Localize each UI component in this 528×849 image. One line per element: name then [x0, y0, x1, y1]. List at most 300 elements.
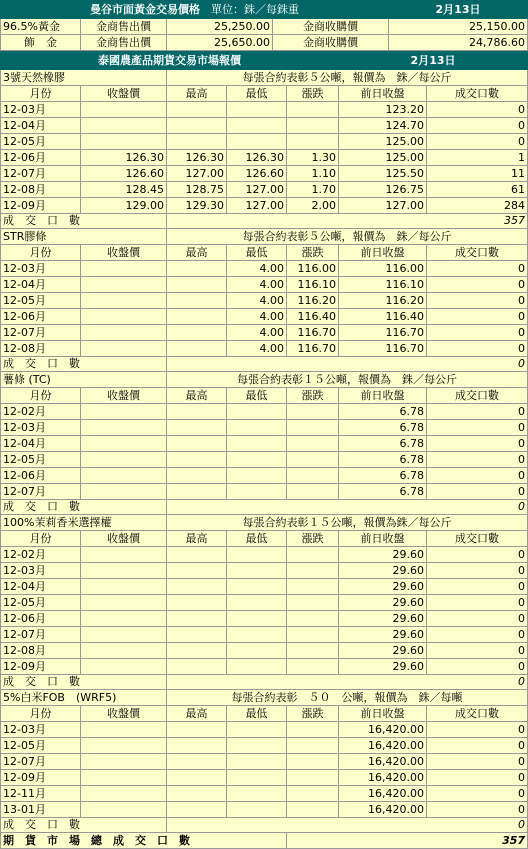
table-cell	[81, 579, 167, 595]
table-cell	[167, 452, 227, 468]
column-header: 成交口數	[427, 245, 528, 261]
table-cell	[167, 738, 227, 754]
table-cell	[167, 627, 227, 643]
table-cell	[227, 611, 287, 627]
table-cell: 12-07月	[1, 484, 81, 500]
table-cell	[287, 611, 339, 627]
gold-buy-price: 25,150.00	[389, 19, 528, 35]
table-cell: 12-05月	[1, 738, 81, 754]
column-header-row	[1, 388, 528, 404]
column-header: 最高	[167, 86, 227, 102]
table-cell: 0	[427, 436, 528, 452]
section-total-label: 成 交 口 數	[1, 500, 167, 515]
column-header: 成交口數	[427, 706, 528, 722]
table-cell: 116.40	[287, 309, 339, 325]
table-cell	[167, 261, 227, 277]
table-cell	[167, 754, 227, 770]
table-cell	[167, 118, 227, 134]
table-cell: 124.70	[339, 118, 427, 134]
table-cell	[167, 579, 227, 595]
table-cell: 1.70	[287, 182, 339, 198]
table-cell	[81, 293, 167, 309]
table-cell	[227, 118, 287, 134]
table-row	[1, 182, 528, 198]
column-header: 最低	[227, 388, 287, 404]
section-total-row	[1, 357, 528, 372]
gold-title-cell	[1, 1, 389, 19]
table-row	[1, 452, 528, 468]
column-header: 月份	[1, 245, 81, 261]
section-name: STR膠條	[1, 229, 167, 245]
table-cell	[287, 102, 339, 118]
table-cell: 127.00	[339, 198, 427, 214]
table-cell	[167, 786, 227, 802]
table-cell: 4.00	[227, 325, 287, 341]
table-cell	[287, 802, 339, 818]
column-header: 前日收盤	[339, 706, 427, 722]
table-cell: 4.00	[227, 341, 287, 357]
table-cell	[81, 770, 167, 786]
table-cell	[81, 722, 167, 738]
table-cell	[287, 754, 339, 770]
table-cell	[81, 452, 167, 468]
table-cell	[227, 722, 287, 738]
column-header: 月份	[1, 388, 81, 404]
table-cell	[287, 659, 339, 675]
column-header: 前日收盤	[339, 86, 427, 102]
table-cell: 12-08月	[1, 341, 81, 357]
section-total-row	[1, 500, 528, 515]
table-cell: 0	[427, 547, 528, 563]
column-header: 收盤價	[81, 245, 167, 261]
table-row	[1, 579, 528, 595]
section-total-value: 0	[167, 500, 528, 515]
table-cell	[287, 404, 339, 420]
column-header: 成交口數	[427, 531, 528, 547]
table-cell: 4.00	[227, 293, 287, 309]
column-header: 漲跌	[287, 706, 339, 722]
table-cell: 6.78	[339, 436, 427, 452]
column-header: 漲跌	[287, 86, 339, 102]
table-cell	[287, 738, 339, 754]
table-cell: 0	[427, 118, 528, 134]
table-cell	[227, 452, 287, 468]
table-row	[1, 293, 528, 309]
table-cell: 11	[427, 166, 528, 182]
table-cell	[167, 325, 227, 341]
table-cell: 0	[427, 786, 528, 802]
table-cell: 12-05月	[1, 595, 81, 611]
table-cell: 12-02月	[1, 404, 81, 420]
section-contract: 每張合約表彰５公噸，報價為 銖／每公斤	[167, 70, 528, 86]
table-cell: 0	[427, 722, 528, 738]
table-cell: 12-06月	[1, 468, 81, 484]
column-header: 最高	[167, 388, 227, 404]
table-cell	[167, 420, 227, 436]
table-cell	[167, 659, 227, 675]
table-cell: 0	[427, 611, 528, 627]
column-header: 漲跌	[287, 388, 339, 404]
table-cell: 116.10	[339, 277, 427, 293]
table-cell	[81, 738, 167, 754]
table-cell	[287, 627, 339, 643]
table-cell	[227, 436, 287, 452]
table-cell	[287, 436, 339, 452]
table-cell	[167, 341, 227, 357]
table-cell: 12-07月	[1, 166, 81, 182]
futures-header	[1, 52, 528, 70]
table-cell	[81, 802, 167, 818]
table-cell	[287, 420, 339, 436]
table-cell: 12-09月	[1, 770, 81, 786]
section-name: 5%白米FOB (WRF5)	[1, 690, 167, 706]
table-cell	[287, 563, 339, 579]
section-header	[1, 70, 528, 86]
table-cell	[81, 277, 167, 293]
column-header: 前日收盤	[339, 245, 427, 261]
column-header: 月份	[1, 706, 81, 722]
table-row	[1, 754, 528, 770]
table-cell	[287, 547, 339, 563]
column-header: 收盤價	[81, 531, 167, 547]
table-row	[1, 134, 528, 150]
section-total-label: 成 交 口 數	[1, 214, 167, 229]
column-header: 最低	[227, 245, 287, 261]
table-cell: 0	[427, 261, 528, 277]
column-header: 月份	[1, 86, 81, 102]
grand-total-value: 357	[287, 833, 528, 849]
table-cell: 4.00	[227, 309, 287, 325]
table-cell: 116.20	[339, 293, 427, 309]
table-cell: 116.00	[339, 261, 427, 277]
table-cell	[81, 118, 167, 134]
table-row	[1, 738, 528, 754]
table-cell	[167, 595, 227, 611]
grand-total-row	[1, 833, 528, 849]
table-cell: 12-02月	[1, 547, 81, 563]
table-cell: 0	[427, 595, 528, 611]
table-cell: 116.20	[287, 293, 339, 309]
table-cell	[287, 118, 339, 134]
table-cell	[81, 786, 167, 802]
table-cell	[167, 277, 227, 293]
table-cell: 0	[427, 134, 528, 150]
gold-date: 2月13日	[389, 1, 528, 19]
futures-table	[0, 51, 528, 849]
table-cell	[81, 134, 167, 150]
table-cell	[81, 261, 167, 277]
table-cell	[227, 786, 287, 802]
table-cell	[287, 786, 339, 802]
table-cell	[287, 579, 339, 595]
table-cell: 29.60	[339, 547, 427, 563]
section-total-row	[1, 818, 528, 833]
table-cell: 116.70	[339, 341, 427, 357]
table-row	[1, 341, 528, 357]
table-cell: 116.00	[287, 261, 339, 277]
table-cell: 29.60	[339, 579, 427, 595]
gold-name: 96.5%黃金	[1, 19, 81, 35]
table-cell: 12-09月	[1, 198, 81, 214]
table-row	[1, 802, 528, 818]
table-cell	[81, 611, 167, 627]
table-cell: 12-04月	[1, 579, 81, 595]
table-row	[1, 659, 528, 675]
table-cell: 0	[427, 563, 528, 579]
section-name: 3號天然橡膠	[1, 70, 167, 86]
table-row	[1, 468, 528, 484]
table-cell: 29.60	[339, 627, 427, 643]
table-cell	[81, 627, 167, 643]
gold-buy-label: 金商收購價	[273, 35, 389, 51]
table-row	[1, 198, 528, 214]
table-cell	[167, 484, 227, 500]
table-cell: 16,420.00	[339, 802, 427, 818]
table-cell: 129.00	[81, 198, 167, 214]
table-cell: 6.78	[339, 484, 427, 500]
table-cell: 0	[427, 468, 528, 484]
table-cell: 6.78	[339, 468, 427, 484]
table-cell	[167, 436, 227, 452]
table-cell: 0	[427, 452, 528, 468]
gold-row	[1, 35, 528, 51]
table-cell	[81, 341, 167, 357]
table-row	[1, 786, 528, 802]
table-cell: 12-08月	[1, 182, 81, 198]
section-total-row	[1, 675, 528, 690]
table-cell: 1.10	[287, 166, 339, 182]
table-cell: 12-06月	[1, 150, 81, 166]
column-header: 收盤價	[81, 706, 167, 722]
column-header-row	[1, 245, 528, 261]
table-cell: 16,420.00	[339, 770, 427, 786]
table-cell: 29.60	[339, 643, 427, 659]
table-cell: 126.75	[339, 182, 427, 198]
column-header-row	[1, 86, 528, 102]
section-header	[1, 229, 528, 245]
table-cell	[81, 420, 167, 436]
table-cell: 4.00	[227, 261, 287, 277]
table-cell	[81, 436, 167, 452]
table-cell	[227, 738, 287, 754]
gold-title: 曼谷市面黃金交易價格	[90, 2, 200, 16]
table-row	[1, 722, 528, 738]
table-cell: 12-03月	[1, 563, 81, 579]
column-header: 最高	[167, 245, 227, 261]
gold-row	[1, 19, 528, 35]
gold-unit: 單位：銖／每銖重	[211, 2, 299, 16]
section-total-label: 成 交 口 數	[1, 675, 167, 690]
table-cell	[167, 468, 227, 484]
table-cell: 128.75	[167, 182, 227, 198]
table-cell	[287, 770, 339, 786]
table-cell: 12-03月	[1, 722, 81, 738]
table-cell	[227, 579, 287, 595]
table-cell	[81, 595, 167, 611]
table-cell	[287, 468, 339, 484]
table-cell	[167, 309, 227, 325]
table-cell	[227, 563, 287, 579]
table-row	[1, 102, 528, 118]
table-row	[1, 547, 528, 563]
table-cell: 29.60	[339, 595, 427, 611]
table-cell: 128.45	[81, 182, 167, 198]
column-header: 最低	[227, 531, 287, 547]
table-cell	[81, 404, 167, 420]
grand-total-label: 期 貨 市 場 總 成 交 口 數	[1, 833, 287, 849]
section-contract: 每張合約表彰５公噸，報價為 銖／每公斤	[167, 229, 528, 245]
column-header: 最高	[167, 706, 227, 722]
table-cell: 29.60	[339, 563, 427, 579]
section-contract: 每張合約表彰１５公噸，報價為銖／每公斤	[167, 515, 528, 531]
gold-buy-label: 金商收購價	[273, 19, 389, 35]
table-cell	[167, 102, 227, 118]
table-cell: 126.30	[81, 150, 167, 166]
table-cell	[167, 802, 227, 818]
table-cell: 16,420.00	[339, 754, 427, 770]
section-total-value: 0	[167, 675, 528, 690]
table-cell: 12-05月	[1, 134, 81, 150]
section-header	[1, 690, 528, 706]
table-cell: 125.00	[339, 150, 427, 166]
table-cell: 12-03月	[1, 420, 81, 436]
table-cell	[81, 484, 167, 500]
table-cell: 4.00	[227, 277, 287, 293]
gold-sell-label: 金商售出價	[81, 19, 167, 35]
table-cell	[227, 754, 287, 770]
table-cell	[287, 722, 339, 738]
table-cell: 116.40	[339, 309, 427, 325]
table-cell	[167, 611, 227, 627]
table-cell: 0	[427, 325, 528, 341]
table-cell	[227, 420, 287, 436]
table-cell	[227, 802, 287, 818]
table-cell	[167, 293, 227, 309]
table-cell: 116.70	[339, 325, 427, 341]
section-contract: 每張合約表彰 ５０ 公噸，報價為 銖／每噸	[167, 690, 528, 706]
table-cell: 125.00	[339, 134, 427, 150]
section-header	[1, 515, 528, 531]
table-cell	[167, 404, 227, 420]
table-cell: 0	[427, 309, 528, 325]
column-header: 月份	[1, 531, 81, 547]
section-total-value: 0	[167, 357, 528, 372]
table-cell: 0	[427, 579, 528, 595]
table-row	[1, 611, 528, 627]
table-cell: 12-05月	[1, 452, 81, 468]
table-cell	[227, 643, 287, 659]
table-cell: 12-06月	[1, 309, 81, 325]
table-cell: 0	[427, 293, 528, 309]
table-cell: 6.78	[339, 404, 427, 420]
table-cell	[81, 643, 167, 659]
gold-sell-label: 金商售出價	[81, 35, 167, 51]
table-cell	[227, 134, 287, 150]
table-row	[1, 595, 528, 611]
table-cell	[287, 484, 339, 500]
table-cell	[227, 659, 287, 675]
table-cell: 0	[427, 659, 528, 675]
table-cell: 12-05月	[1, 293, 81, 309]
table-cell: 127.00	[227, 182, 287, 198]
table-cell: 0	[427, 802, 528, 818]
table-cell	[81, 563, 167, 579]
section-total-value: 357	[167, 214, 528, 229]
table-cell: 16,420.00	[339, 722, 427, 738]
table-cell	[167, 770, 227, 786]
table-cell: 0	[427, 627, 528, 643]
table-cell	[167, 722, 227, 738]
table-row	[1, 277, 528, 293]
table-cell	[81, 468, 167, 484]
column-header-row	[1, 531, 528, 547]
table-cell: 126.60	[81, 166, 167, 182]
futures-title: 泰國農產品期貨交易市場報價	[1, 52, 339, 70]
table-cell: 0	[427, 643, 528, 659]
table-cell: 129.30	[167, 198, 227, 214]
table-cell: 16,420.00	[339, 786, 427, 802]
table-cell	[81, 325, 167, 341]
table-cell	[81, 309, 167, 325]
table-cell: 1.30	[287, 150, 339, 166]
table-cell	[227, 484, 287, 500]
futures-date: 2月13日	[339, 52, 528, 70]
table-cell: 126.30	[167, 150, 227, 166]
table-cell: 12-07月	[1, 754, 81, 770]
table-cell: 284	[427, 198, 528, 214]
section-name: 100%茉莉香米選擇權	[1, 515, 167, 531]
table-cell: 0	[427, 738, 528, 754]
table-cell: 29.60	[339, 659, 427, 675]
table-cell: 0	[427, 484, 528, 500]
table-cell	[81, 659, 167, 675]
table-cell: 0	[427, 341, 528, 357]
column-header: 最低	[227, 706, 287, 722]
table-cell	[81, 547, 167, 563]
section-total-value: 0	[167, 818, 528, 833]
table-cell	[287, 643, 339, 659]
table-cell: 12-09月	[1, 659, 81, 675]
section-total-row	[1, 214, 528, 229]
gold-sell-price: 25,650.00	[167, 35, 273, 51]
table-row	[1, 563, 528, 579]
table-row	[1, 627, 528, 643]
table-cell	[287, 452, 339, 468]
table-cell	[227, 627, 287, 643]
table-cell: 1	[427, 150, 528, 166]
table-cell: 12-07月	[1, 325, 81, 341]
table-cell: 12-04月	[1, 277, 81, 293]
table-cell	[287, 134, 339, 150]
table-cell: 0	[427, 102, 528, 118]
table-row	[1, 261, 528, 277]
table-cell: 126.60	[227, 166, 287, 182]
table-cell: 61	[427, 182, 528, 198]
table-cell: 0	[427, 420, 528, 436]
gold-price-table	[0, 0, 528, 51]
gold-buy-price: 24,786.60	[389, 35, 528, 51]
table-row	[1, 150, 528, 166]
table-cell: 125.50	[339, 166, 427, 182]
table-cell	[167, 643, 227, 659]
column-header: 成交口數	[427, 388, 528, 404]
table-cell: 123.20	[339, 102, 427, 118]
table-cell: 0	[427, 754, 528, 770]
table-row	[1, 484, 528, 500]
section-total-label: 成 交 口 數	[1, 357, 167, 372]
gold-header	[1, 1, 528, 19]
table-cell: 2.00	[287, 198, 339, 214]
